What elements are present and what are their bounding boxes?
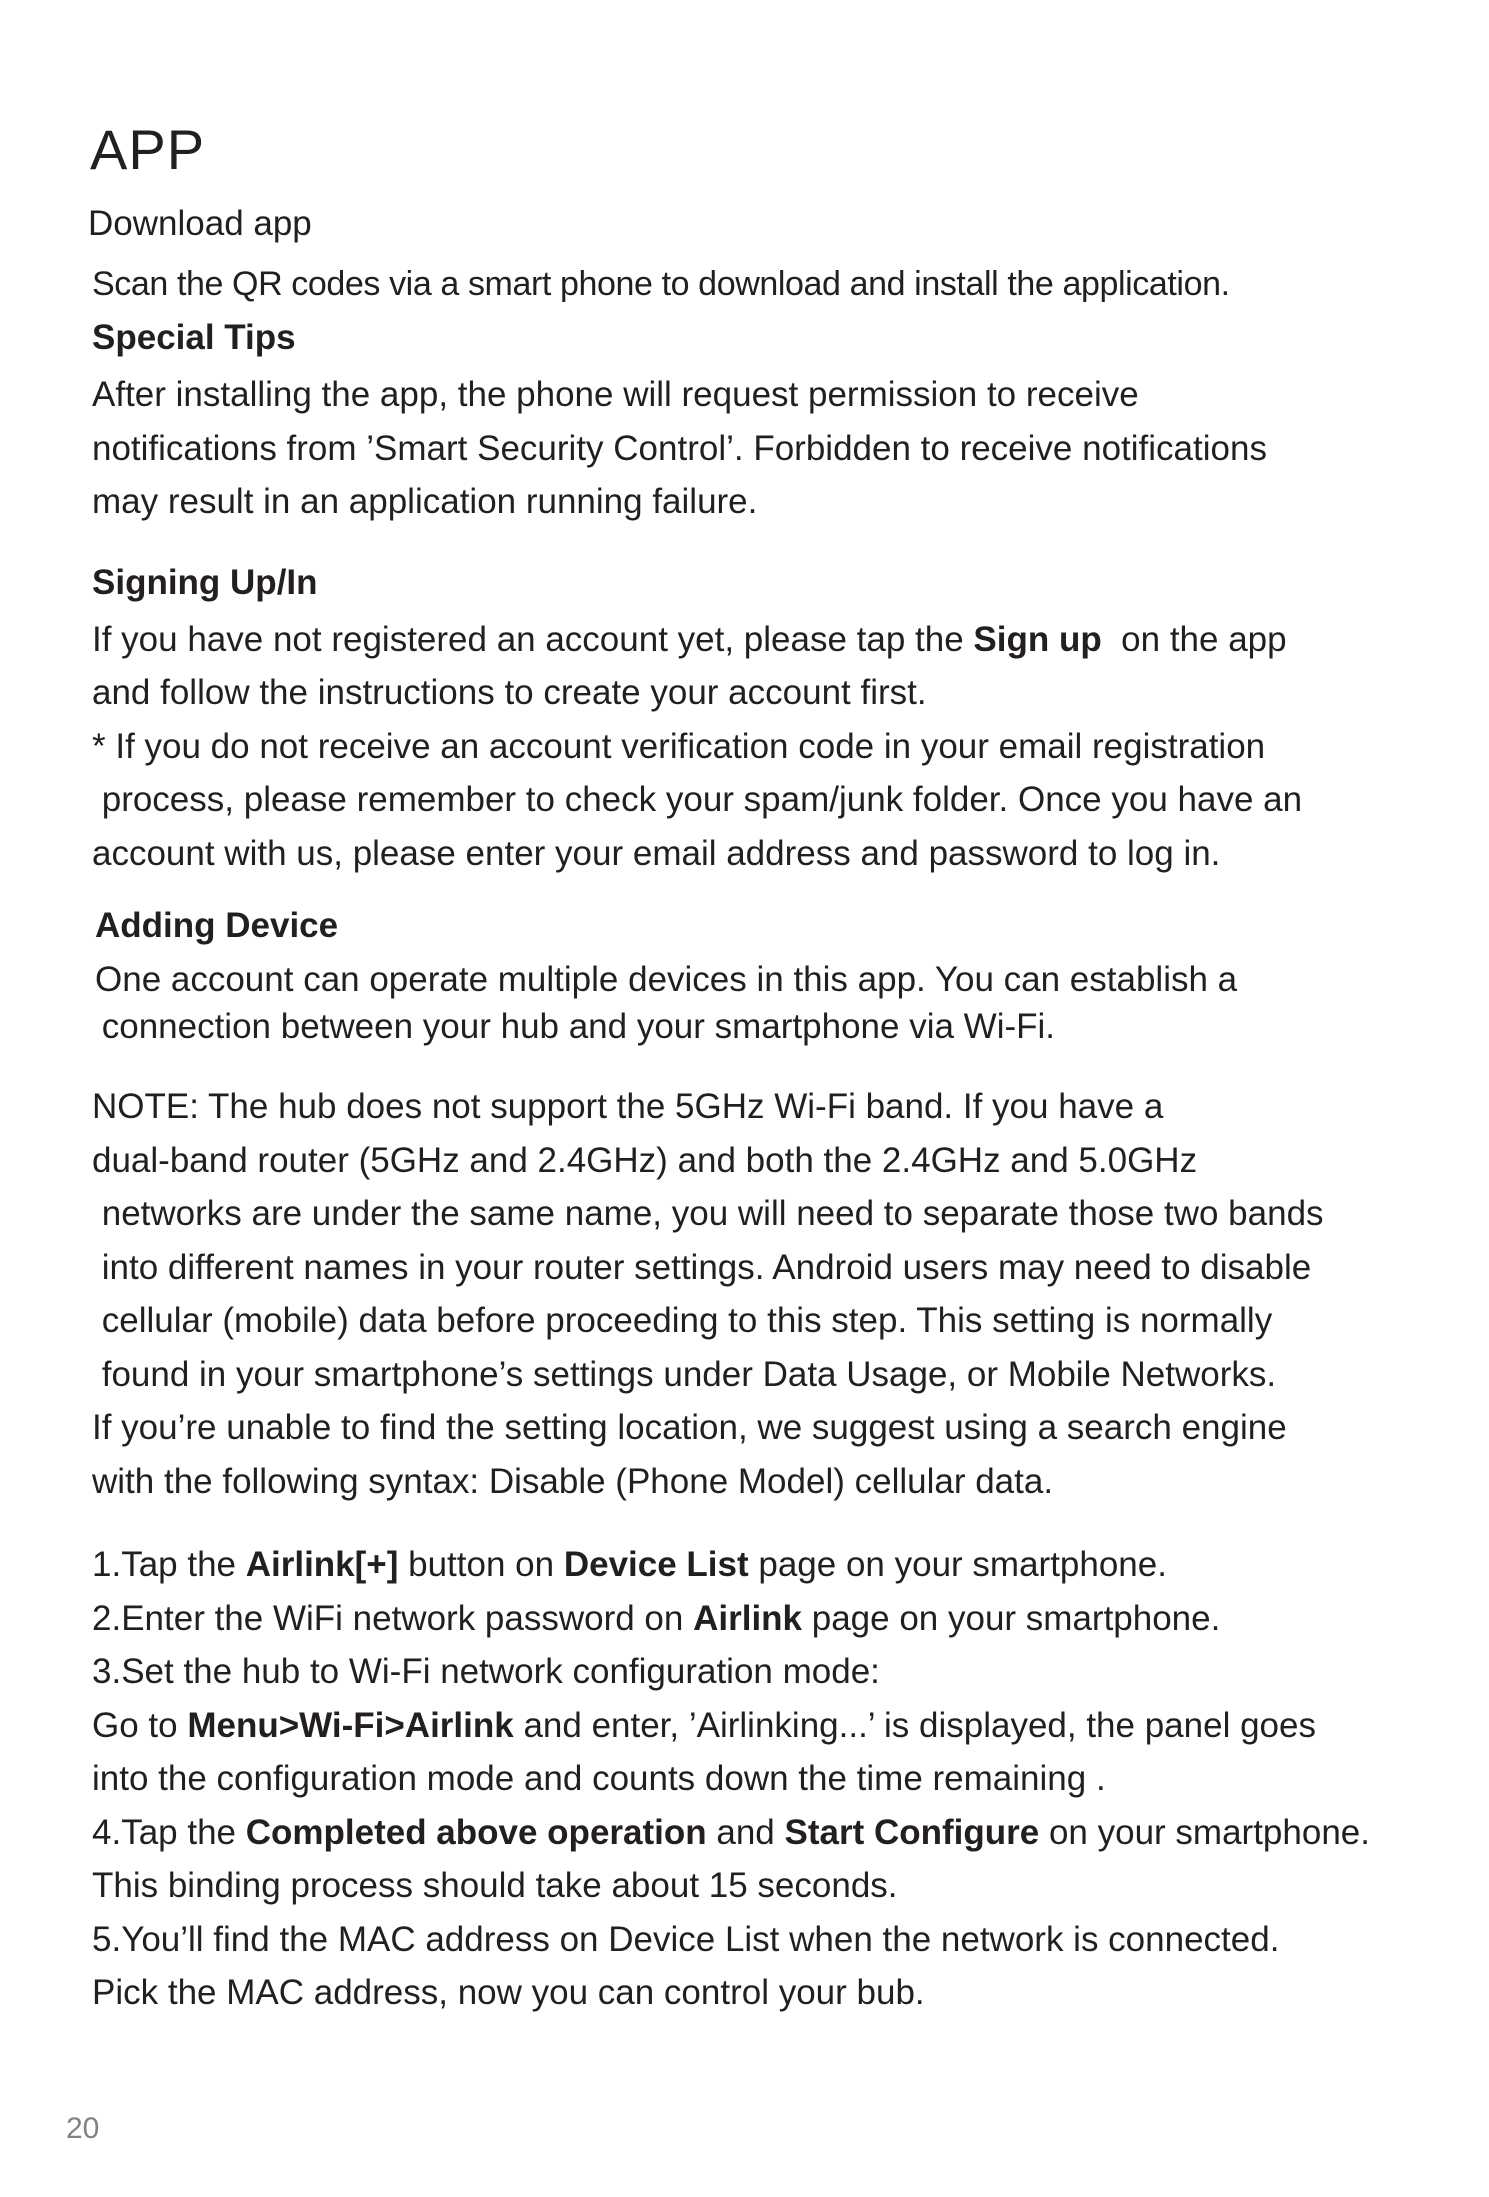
text-line: account with us, please enter your email address and password to log in.: [92, 833, 1221, 873]
page-title: APP: [90, 118, 206, 181]
text-line: with the following syntax: Disable (Phone Model) cellular data.: [92, 1461, 1054, 1501]
text-line: cellular (mobile) data before proceeding to this step. This setting is normally: [92, 1301, 1273, 1340]
special-tips-text: [92, 368, 1428, 529]
text-line: into different names in your router settings. Android users may need to disable: [92, 1247, 1312, 1287]
text-line: One account can operate multiple devices in this app. You can establish a: [95, 960, 1238, 999]
step-1: 1.Tap the Airlink[+] button on Device List page on your smartphone.: [92, 1545, 1167, 1584]
text-line: notifications from ’Smart Security Control’. Forbidden to receive notifications: [92, 428, 1267, 468]
text-line: found in your smartphone’s settings under Data Usage, or Mobile Networks.: [92, 1354, 1277, 1394]
text-line: dual-band router (5GHz and 2.4GHz) and both the 2.4GHz and 5.0GHz: [92, 1140, 1198, 1180]
text-line: NOTE: The hub does not support the 5GHz Wi-Fi band. If you have a: [92, 1087, 1164, 1126]
signing-text: [92, 613, 1428, 881]
text-line: After installing the app, the phone will request permission to receive: [92, 375, 1139, 414]
step-5-detail: Pick the MAC address, now you can control your bub.: [92, 1973, 925, 2012]
text-line: may result in an application running failure.: [92, 482, 758, 521]
note-text: [92, 1080, 1428, 1508]
page-number: 20: [66, 2112, 100, 2145]
text-line: If you have not registered an account yet, please tap the Sign up on the app: [92, 619, 1287, 659]
signing-heading: Signing Up/In: [92, 562, 318, 602]
adding-device-heading: Adding Device: [95, 906, 339, 945]
text-line: and follow the instructions to create your account first.: [92, 673, 927, 712]
text-line: If you’re unable to find the setting location, we suggest using a search engine: [92, 1408, 1287, 1447]
text-line: connection between your hub and your smartphone via Wi-Fi.: [92, 1007, 1056, 1046]
step-3: 3.Set the hub to Wi-Fi network configuration mode:: [92, 1652, 880, 1691]
adding-device-text: [92, 956, 1428, 1050]
download-heading: Download app: [88, 204, 312, 243]
sign-up-emphasis: Sign up: [973, 619, 1102, 659]
special-tips-heading: Special Tips: [92, 318, 296, 357]
step-3-detail: Go to Menu>Wi-Fi>Airlink and enter, ’Airlinking...’ is displayed, the panel goes: [92, 1705, 1316, 1745]
step-4: 4.Tap the Completed above operation and Start Configure on your smartphone.: [92, 1812, 1370, 1852]
step-4-detail: This binding process should take about 15 seconds.: [92, 1866, 898, 1905]
steps-list: [92, 1538, 1428, 2020]
step-3-detail-cont: into the configuration mode and counts down the time remaining .: [92, 1759, 1106, 1798]
text-line: networks are under the same name, you will need to separate those two bands: [92, 1194, 1324, 1233]
document-page: [88, 118, 1428, 2020]
step-2: 2.Enter the WiFi network password on Airlink page on your smartphone.: [92, 1598, 1221, 1638]
text-line: process, please remember to check your spam/junk folder. Once you have an: [92, 780, 1303, 819]
scan-instructions: Scan the QR codes via a smart phone to download and install the application.: [92, 265, 1230, 303]
step-5: 5.You’ll find the MAC address on Device List when the network is connected.: [92, 1919, 1280, 1959]
text-line: * If you do not receive an account verification code in your email registration: [92, 726, 1266, 766]
